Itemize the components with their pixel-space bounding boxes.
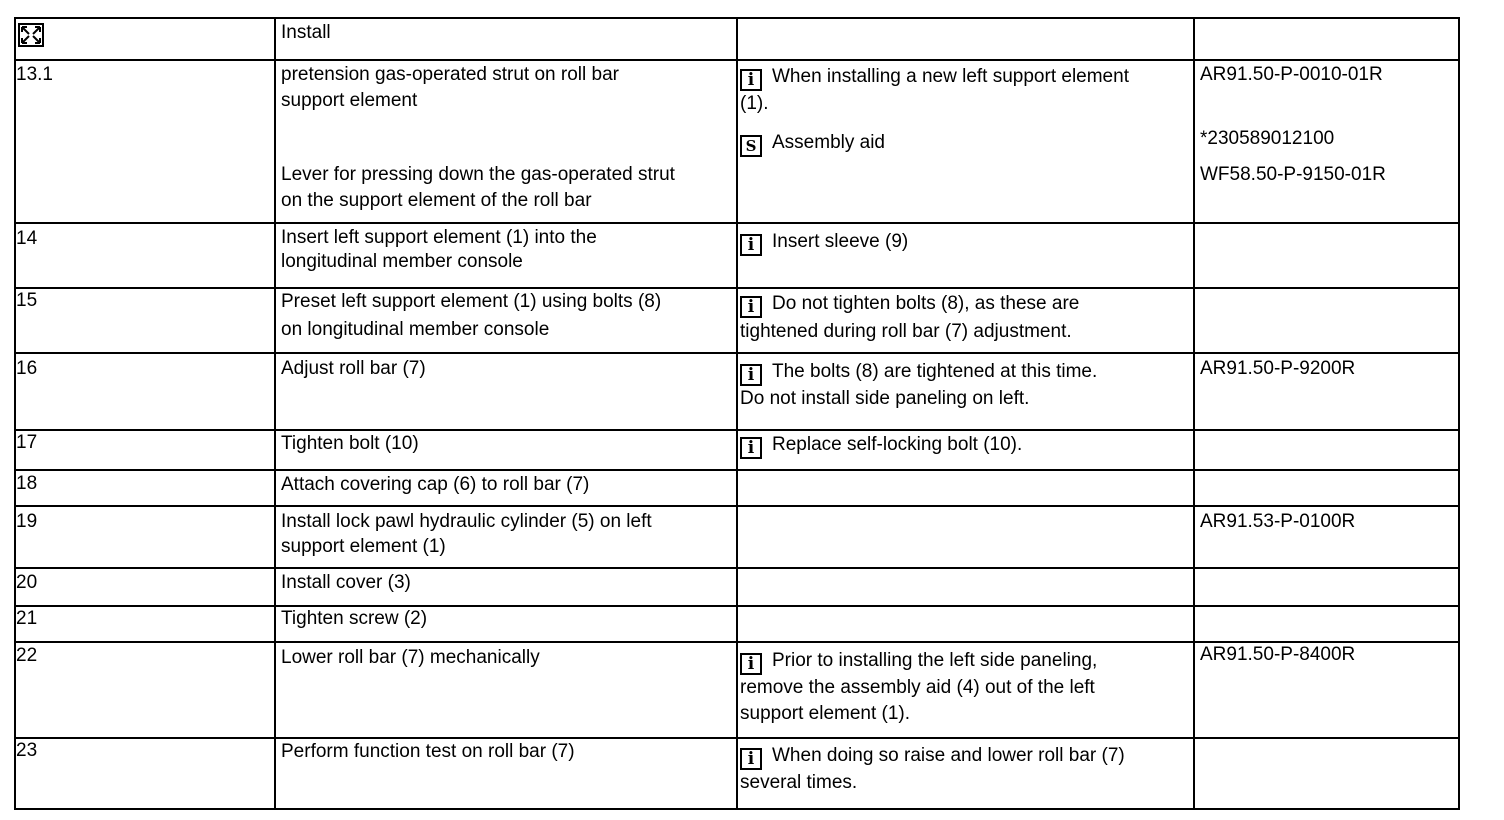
step-number: 18 [16, 473, 38, 494]
step-number: 16 [16, 358, 38, 379]
info-icon: i [740, 69, 762, 91]
reference-link[interactable]: AR91.50-P-9200R [1200, 358, 1356, 379]
row-divider [14, 737, 1460, 739]
row-divider [14, 469, 1460, 471]
column-divider [1193, 17, 1195, 810]
action-text: Insert left support element (1) into the longitudinal member console [281, 227, 597, 272]
step-number: 20 [16, 572, 38, 593]
reference-link[interactable]: AR91.50-P-0010-01R [1200, 64, 1383, 85]
column-divider [274, 17, 276, 810]
step-number: 14 [16, 228, 38, 249]
row-divider [14, 222, 1460, 224]
note-text: i Prior to installing the left side paneling, remove the assembly aid (4) out of the left support element (1). [740, 650, 1098, 724]
note-text: i When doing so raise and lower roll bar (7) several times. [740, 745, 1125, 793]
step-number: 19 [16, 511, 38, 532]
reference-link[interactable]: AR91.53-P-0100R [1200, 511, 1356, 532]
info-icon: i [740, 364, 762, 386]
row-divider [14, 287, 1460, 289]
info-icon: i [740, 653, 762, 675]
note-text: S Assembly aid [740, 130, 885, 157]
action-text: Install lock pawl hydraulic cylinder (5) on left support element (1) [281, 511, 652, 557]
action-text: pretension gas-operated strut on roll bar support element [281, 64, 619, 111]
row-divider [14, 352, 1460, 354]
action-text: Tighten bolt (10) [281, 433, 419, 454]
action-text: Perform function test on roll bar (7) [281, 741, 575, 762]
row-divider [14, 59, 1460, 61]
action-text: Adjust roll bar (7) [281, 358, 426, 379]
info-icon: i [740, 234, 762, 256]
header-action: Install [281, 22, 331, 43]
note-text: i Replace self-locking bolt (10). [740, 432, 1022, 459]
info-icon: i [740, 748, 762, 770]
table-border-left [14, 17, 16, 810]
step-number: 23 [16, 740, 38, 761]
row-divider [14, 605, 1460, 607]
action-text: Preset left support element (1) using bolts (8) on longitudinal member console [281, 291, 662, 340]
note-text: i Do not tighten bolts (8), as these are tightened during roll bar (7) adjustment. [740, 293, 1080, 342]
row-divider [14, 505, 1460, 507]
reference-link[interactable]: WF58.50-P-9150-01R [1200, 164, 1386, 185]
info-icon: i [740, 437, 762, 459]
row-divider [14, 567, 1460, 569]
step-number: 22 [16, 645, 38, 666]
step-number: 15 [16, 290, 38, 311]
expand-icon[interactable] [18, 23, 44, 47]
action-text: Lever for pressing down the gas-operated strut on the support element of the roll bar [281, 164, 675, 211]
note-text: i When installing a new left support element (1). [740, 66, 1129, 114]
info-icon: i [740, 296, 762, 318]
reference-link[interactable]: AR91.50-P-8400R [1200, 644, 1356, 665]
note-text: i The bolts (8) are tightened at this time. Do not install side paneling on left. [740, 361, 1098, 409]
note-text: i Insert sleeve (9) [740, 229, 908, 256]
table-border-bottom [14, 808, 1460, 810]
row-divider [14, 429, 1460, 431]
row-divider [14, 17, 1460, 19]
action-text: Install cover (3) [281, 572, 411, 593]
column-divider [736, 17, 738, 810]
action-text: Tighten screw (2) [281, 608, 428, 629]
table-border-right [1458, 17, 1460, 810]
action-text: Lower roll bar (7) mechanically [281, 647, 540, 668]
step-number: 17 [16, 432, 38, 453]
step-number: 13.1 [16, 64, 53, 85]
tool-icon: S [740, 135, 762, 157]
action-text: Attach covering cap (6) to roll bar (7) [281, 474, 590, 495]
step-number: 21 [16, 608, 38, 629]
part-number[interactable]: *230589012100 [1200, 128, 1335, 149]
